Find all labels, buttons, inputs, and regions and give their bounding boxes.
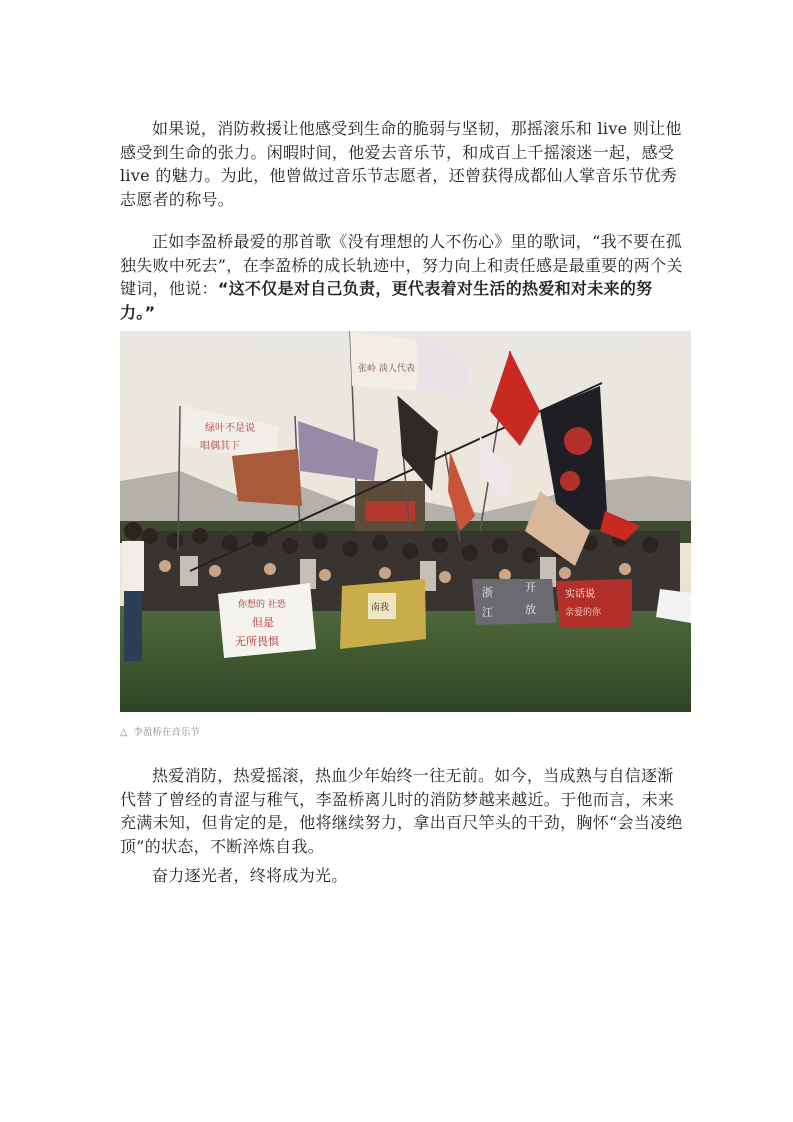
svg-text:无所畏惧: 无所畏惧 [235,635,279,648]
caption-text: 李盈桥在音乐节 [133,727,200,738]
triangle-outline-icon: △ [120,727,128,738]
quote-bold: “这不仅是对自己负责，更代表着对生活的热爱和对未来的努力。” [120,279,653,322]
music-festival-photo [120,331,691,712]
svg-text:但是: 但是 [252,616,274,629]
svg-text:唱偶其下: 唱偶其下 [200,441,240,452]
svg-text:绿叶不是说: 绿叶不是说 [205,423,255,434]
svg-text:张岭 淡人代表: 张岭 淡人代表 [358,364,415,374]
svg-text:亲爱的你: 亲爱的你 [565,608,602,618]
svg-text:南我: 南我 [371,603,390,613]
svg-text:江: 江 [482,606,493,619]
svg-text:放: 放 [525,603,536,616]
paragraph-4: 奋力逐光者，终将成为光。 [152,866,348,885]
svg-text:你想的 社恐: 你想的 社恐 [238,600,286,610]
svg-text:开: 开 [525,581,536,594]
paragraph-2-text: 正如李盈桥最爱的那首歌《没有理想的人不伤心》里的歌词，“我不要在孤独失败中死去”，在李盈桥的成长轨迹中，努力向上和责任感是最重要的两个关键词，他说： [120,232,683,298]
paragraph-1: 如果说，消防救援让他感受到生命的脆弱与坚韧，那摇滚乐和 live 则让他感受到生命的张力。闲暇时间，他爱去音乐节，和成百上千摇滚迷一起，感受 live 的魅力。为此，他曾做过音乐节志愿者，还曾获得成都仙人掌音乐节优秀志愿者的称号。 [120,119,682,209]
paragraph-3: 热爱消防，热爱摇滚，热血少年始终一往无前。如今，当成熟与自信逐渐代替了曾经的青涩与稚气，李盈桥离儿时的消防梦越来越近。于他而言，未来充满未知，但肯定的是，他将继续努力，拿出百尺竿头的干劲，胸怀“会当凌绝顶”的状态，不断淬炼自我。 [120,766,683,856]
svg-text:浙: 浙 [482,586,493,599]
photo-caption [120,724,200,738]
svg-text:实话说: 实话说 [565,589,595,600]
paragraph-2 [120,230,685,324]
